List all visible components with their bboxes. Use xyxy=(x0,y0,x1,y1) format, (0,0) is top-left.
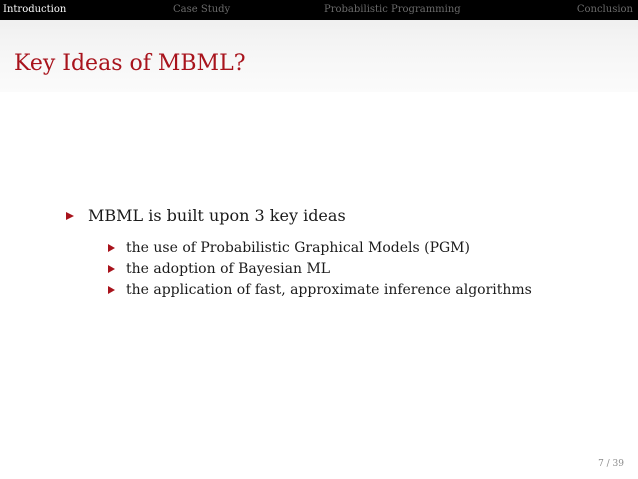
nav-item-probabilistic-programming[interactable]: Probabilistic Programming xyxy=(324,4,461,15)
sub-bullet-text: the application of fast, approximate inference algorithms xyxy=(126,282,532,298)
sub-bullet-text: the adoption of Bayesian ML xyxy=(126,261,331,277)
nav-item-introduction[interactable]: Introduction xyxy=(3,4,67,15)
bullet-triangle-icon xyxy=(66,212,74,220)
nav-item-case-study[interactable]: Case Study xyxy=(173,4,231,15)
nav-item-conclusion[interactable]: Conclusion xyxy=(576,4,633,15)
main-bullet-text: MBML is built upon 3 key ideas xyxy=(88,206,346,225)
bullet-triangle-icon xyxy=(108,286,115,294)
bullet-triangle-icon xyxy=(108,265,115,273)
bullet-triangle-icon xyxy=(108,244,115,252)
section-navbar xyxy=(0,0,638,20)
slide-title: Key Ideas of MBML? xyxy=(14,51,246,76)
page-number: 7 / 39 xyxy=(598,459,624,469)
sub-bullet-text: the use of Probabilistic Graphical Models (PGM) xyxy=(126,240,470,256)
